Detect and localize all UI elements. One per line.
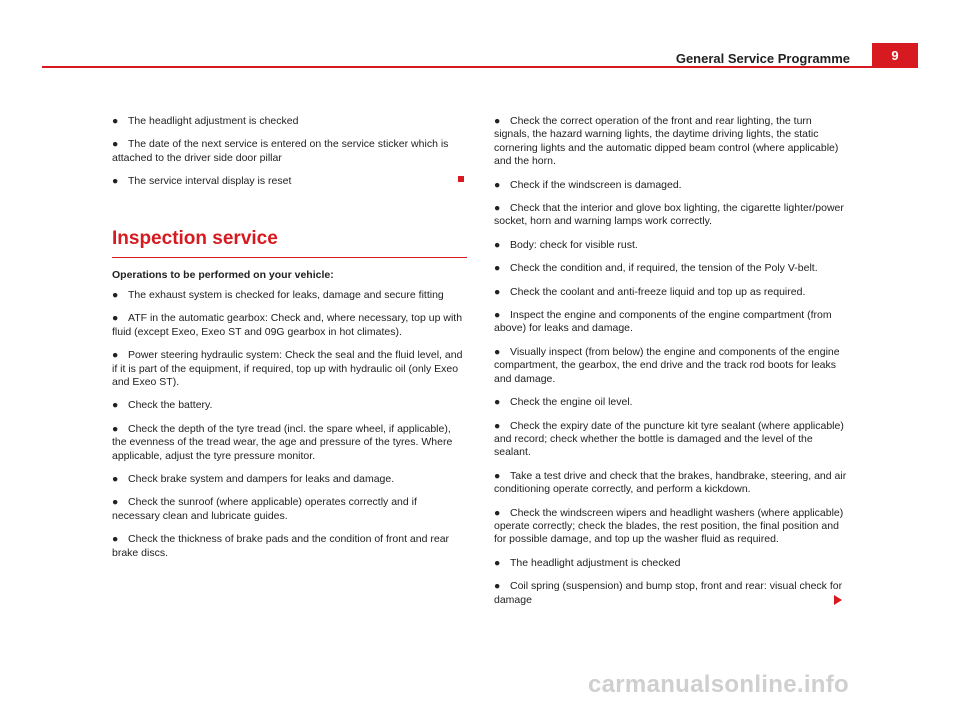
inspection-list (112, 269, 467, 570)
list-item: ● Power steering hydraulic system: Check the seal and the fluid level, and if it is part of the equipment, if required, top up with hydraulic oil (only Exeo and Exeo ST). (112, 349, 463, 389)
watermark: carmanualsonline.info (588, 671, 850, 698)
section-title: Inspection service (112, 228, 278, 249)
page-number: 9 (872, 43, 918, 67)
list-item: ● Inspect the engine and components of the engine compartment (from above) for leaks and damage. (494, 309, 832, 335)
list-item: ● The headlight adjustment is checked (494, 556, 681, 569)
list-item: ● Check the windscreen wipers and headlight washers (where applicable) operate correctly; check the blades, the rest position, the final position and for possible damage, and top up the washer fluid as required. (494, 506, 844, 546)
list-item: ● The headlight adjustment is checked (112, 115, 299, 127)
list-item: ● The exhaust system is checked for leaks, damage and secure fitting (112, 289, 444, 301)
list-item: ● Body: check for visible rust. (494, 238, 638, 251)
right-column (494, 115, 849, 617)
page-header-title: General Service Programme (675, 51, 850, 66)
header-divider (42, 66, 918, 68)
list-item: ● Check if the windscreen is damaged. (494, 178, 682, 191)
section-divider (112, 257, 467, 258)
list-item: ● Check the sunroof (where applicable) operates correctly and if necessary clean and lubricate guides. (112, 496, 417, 522)
list-item: ● Check that the interior and glove box lighting, the cigarette lighter/power socket, horn and warning lamps work correctly. (494, 202, 844, 228)
list-item: ● Check the battery. (112, 399, 213, 412)
list-item: ● The date of the next service is entered on the service sticker which is attached to the driver side door pillar (112, 138, 449, 164)
list-item: ● Check brake system and dampers for leaks and damage. (112, 473, 395, 486)
list-item: ● Check the depth of the tyre tread (incl. the spare wheel, if applicable), the evenness of the tread wear, the age and pressure of the tyres. Where applicable, adjust the tyre pressure monitor. (112, 422, 453, 462)
section-subheading: Operations to be performed on your vehicle: (112, 269, 334, 281)
section-end-marker-icon (458, 176, 464, 182)
list-item: ● Check the engine oil level. (494, 396, 633, 409)
list-item: ● Take a test drive and check that the brakes, handbrake, steering, and air conditioning operate correctly, and perform a kickdown. (494, 469, 847, 496)
continue-arrow-icon (834, 595, 842, 605)
list-item: ● Coil spring (suspension) and bump stop, front and rear: visual check for damage (494, 580, 843, 606)
list-item: ● Visually inspect (from below) the engine and components of the engine compartment, the gearbox, the end drive and the track rod boots for leaks and damage. (494, 345, 840, 385)
list-item: ● The service interval display is reset (112, 175, 292, 188)
list-item: ● ATF in the automatic gearbox: Check and, where necessary, top up with fluid (except Exeo, Exeo ST and 09G gearbox in hot climates). (112, 312, 463, 338)
list-item: ● Check the thickness of brake pads and the condition of front and rear brake discs. (112, 533, 450, 559)
list-item: ● Check the condition and, if required, the tension of the Poly V-belt. (494, 262, 818, 275)
left-column-top (112, 115, 467, 199)
list-item: ● Check the coolant and anti-freeze liquid and top up as required. (494, 285, 806, 298)
list-item: ● Check the expiry date of the puncture kit tyre sealant (where applicable) and record; check whether the bottle is damaged and the level of the sealant. (494, 419, 844, 459)
list-item: ● Check the correct operation of the front and rear lighting, the turn signals, the hazard warning lights, the daytime driving lights, the static cornering lights and the automatic dipped beam control (where applicable) and the horn. (494, 115, 839, 168)
